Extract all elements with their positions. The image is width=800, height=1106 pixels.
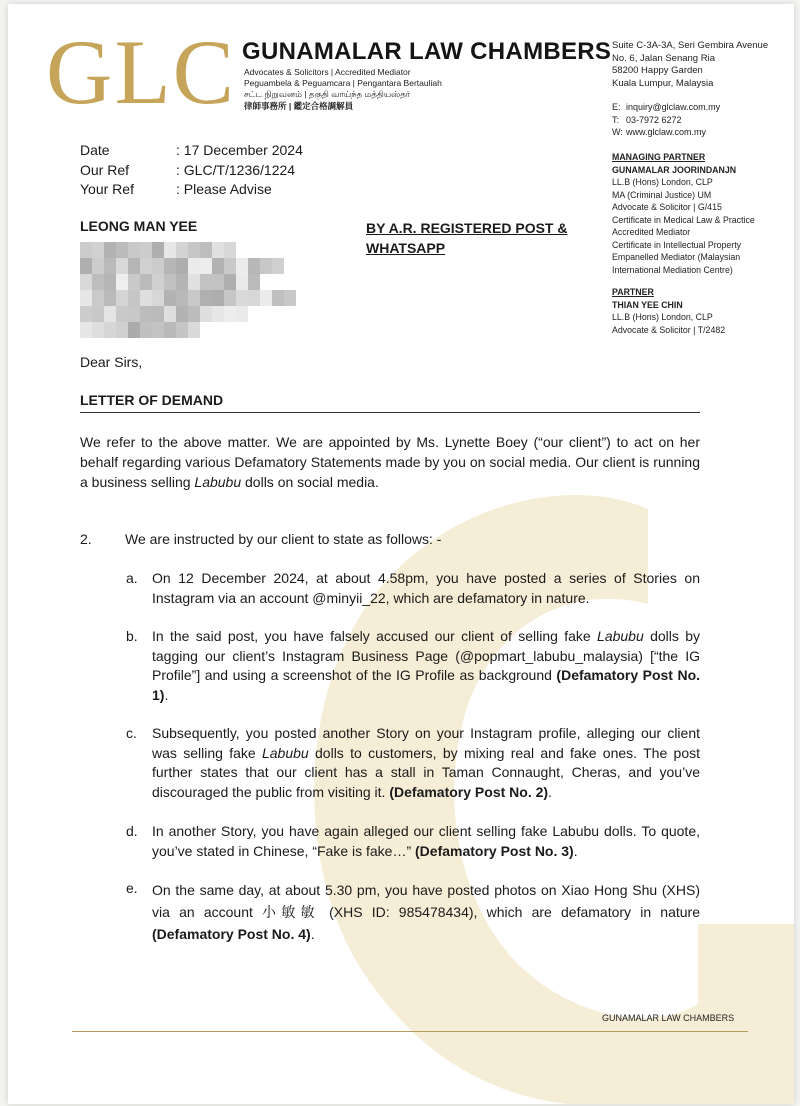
credential-line: Empanelled Mediator (Malaysian [612,252,741,262]
email-link[interactable]: inquiry@glclaw.com.my [626,102,721,112]
credential-line: LL.B (Hons) London, CLP [612,312,713,322]
managing-partner-heading: MANAGING PARTNER [612,152,706,162]
item-text: Subsequently, you posted another Story on your Instagram profile, alleging our client was selling fake Labubu dolls to customers, by mixing real and fake ones. The post further states that our client has a stall in Taman Connaught, Cheras, and you’ve discouraged the public from visiting it. (Defamatory Post No. 2). [152,725,700,800]
your-ref: : Please Advise [176,181,272,197]
letter-meta [80,141,303,200]
letter-page [8,4,794,1104]
letter-subject: LETTER OF DEMAND [80,392,224,408]
firm-subtitle-tamil: சட்ட நிறுவனம் | தகுதி வாய்ந்த மத்தியஸ்தர் [244,89,411,99]
credential-line: Certificate in Intellectual Property [612,239,742,250]
credential-line: Advocate & Solicitor | T/2482 [612,324,726,335]
credential-line: Accredited Mediator [612,227,691,237]
address-line: 58200 Happy Garden [612,65,703,76]
item-text: In another Story, you have again alleged our client selling fake Labubu dolls. To quote, you’ve stated in Chinese, “Fake is fake…” (Defamatory Post No. 3). [152,823,700,859]
address-line: No. 6, Jalan Senang Ria [612,52,715,64]
item-letter: a. [126,570,138,586]
salutation: Dear Sirs, [80,354,143,370]
managing-partner-name: GUNAMALAR JOORINDANJN [612,164,737,175]
managing-partner-block [612,151,755,276]
firm-subtitle-english: Advocates & Solicitors | Accredited Mediator [244,67,411,77]
credential-line: Certificate in Medical Law & Practice [612,214,755,225]
meta-label: Date [80,142,110,158]
list-item [126,724,700,802]
subject-divider [80,412,700,413]
item-text: In the said post, you have falsely accused our client of selling fake Labubu dolls by tagging our client’s Instagram Business Page (@popmart_labubu_malaysia) [“the IG Profile”] and using a screenshot of the IG Profile as background (Defamatory Post No. 1). [152,628,701,703]
delivery-line: WHATSAPP [366,240,446,256]
address-line: Suite C-3A-3A, Seri Gembira Avenue [612,40,769,51]
firm-name: GUNAMALAR LAW CHAMBERS [242,38,612,65]
footer-firm-name: GUNAMALAR LAW CHAMBERS [602,1013,735,1023]
list-item [126,822,700,861]
list-item [126,879,700,945]
list-item [126,569,700,608]
item-letter: e. [126,880,138,896]
firm-subtitle-chinese: 律師事務所 | 鑑定合格調解員 [244,101,354,111]
phone-number: 03-7972 6272 [626,114,682,125]
glc-logo: GLC [46,21,236,123]
recipient-name: LEONG MAN YEE [80,218,198,234]
letter-date: : 17 December 2024 [176,142,303,158]
partner-name: THIAN YEE CHIN [612,299,683,310]
website-link[interactable]: www.glclaw.com.my [626,127,707,137]
firm-contact [612,101,720,139]
delivery-line: BY A.R. REGISTERED POST & [366,220,568,236]
contact-key: E: [612,102,621,112]
address-line: Kuala Lumpur, Malaysia [612,77,714,89]
item-letter: c. [126,725,137,741]
intro-paragraph: We refer to the above matter. We are appointed by Ms. Lynette Boey (“our client”) to act on her behalf regarding various Defamatory Statements made by you on social media. Our client is running a business selling Labubu dolls on social media. [80,434,700,490]
partner-heading: PARTNER [612,287,654,297]
footer-divider [72,1031,748,1032]
item-letter: d. [126,823,138,839]
redacted-address-pixelated [80,242,300,338]
our-ref: : GLC/T/1236/1224 [176,161,296,178]
credential-line: LL.B (Hons) London, CLP [612,177,713,187]
paragraph-number: 2. [80,531,92,547]
credential-line: MA (Criminal Justice) UM [612,189,712,200]
item-text: On the same day, at about 5.30 pm, you have posted photos on Xiao Hong Shu (XHS) via an account 小敏敏 (XHS ID: 985478434), which are defamatory in nature (Defamatory Post No. 4). [152,882,700,942]
contact-key: W: [612,127,623,137]
firm-address [612,40,768,90]
meta-label: Our Ref [80,161,130,178]
paragraph-text: We are instructed by our client to state as follows: - [125,531,442,547]
item-text: On 12 December 2024, at about 4.58pm, you have posted a series of Stories on Instagram via an account @minyii_22, which are defamatory in nature. [152,570,700,606]
list-item [126,627,700,705]
contact-key: T: [612,114,620,125]
partner-block [612,286,725,336]
credential-line: Advocate & Solicitor | G/415 [612,202,722,212]
firm-subtitle-malay: Peguambela & Peguamcara | Pengantara Bertauliah [244,78,442,88]
credential-line: International Mediation Centre) [612,264,733,275]
meta-label: Your Ref [80,181,134,197]
delivery-method [366,218,567,258]
item-letter: b. [126,628,138,644]
